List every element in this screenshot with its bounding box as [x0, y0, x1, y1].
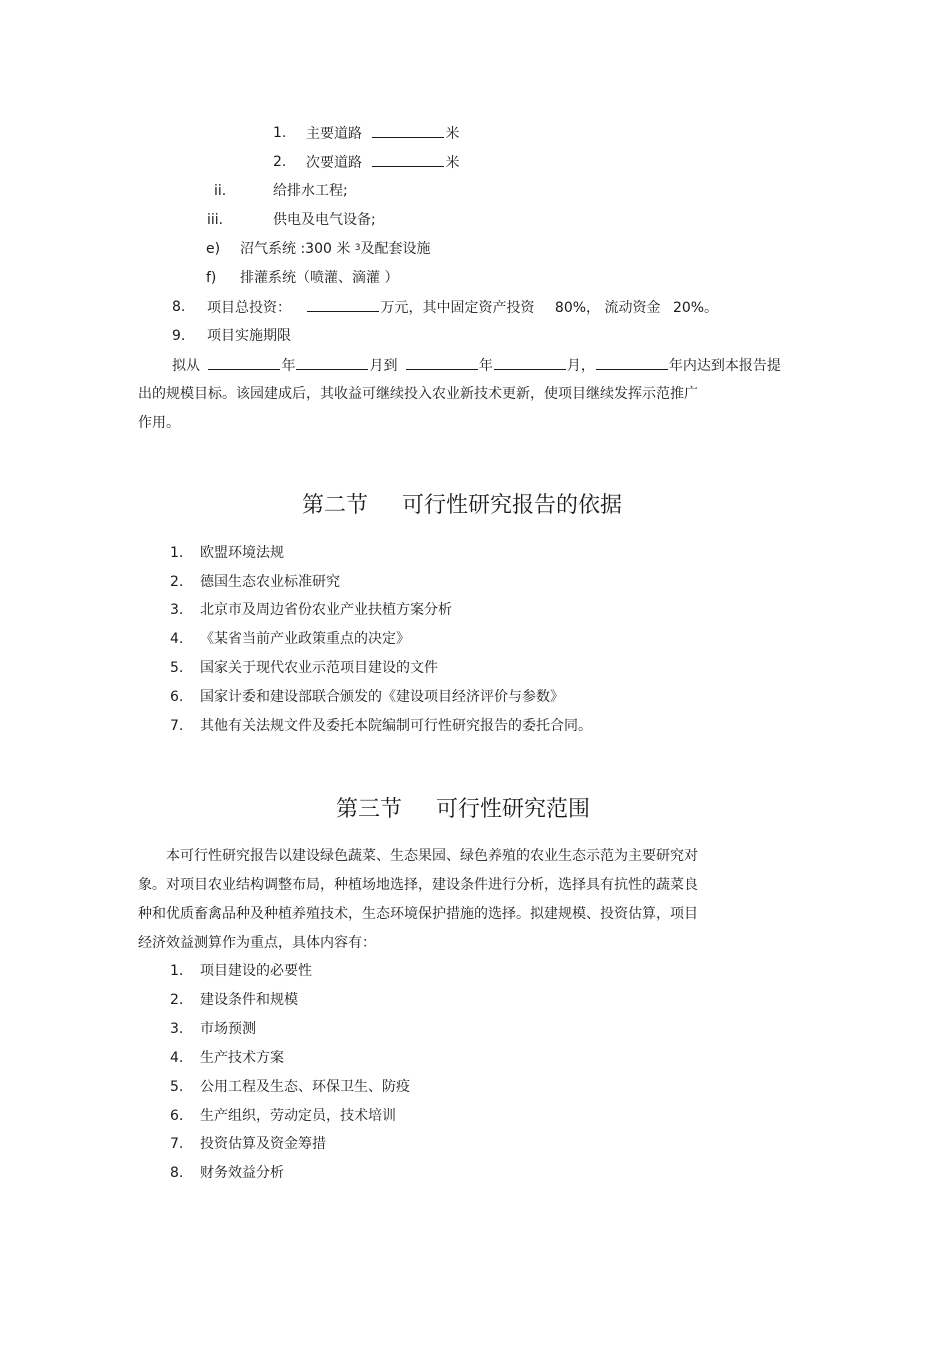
list-marker: 8. — [170, 1165, 184, 1181]
list-item: 德国生态农业标准研究 — [200, 574, 340, 590]
item-label: 主要道路 — [306, 126, 362, 142]
text-segment: 月， — [566, 358, 595, 374]
item-label: 次要道路 — [306, 155, 362, 171]
list-marker: 1. — [170, 545, 184, 561]
list-marker: 4. — [170, 1050, 184, 1066]
list-marker: 9. — [172, 328, 186, 344]
list-item: 其他有关法规文件及委托本院编制可行性研究报告的委托合同。 — [200, 718, 592, 734]
list-item: 财务效益分析 — [200, 1165, 284, 1181]
fixed-percent: 80%， — [554, 300, 601, 316]
list-marker: ii. — [214, 183, 227, 199]
item-value: :300 米 — [300, 241, 351, 257]
text-segment: 年 — [281, 358, 296, 374]
section-number: 第二节 — [301, 493, 368, 518]
list-marker: iii. — [207, 212, 224, 228]
investment-line — [207, 297, 718, 318]
list-marker: 1. — [273, 125, 287, 141]
list-item: 项目建设的必要性 — [200, 963, 312, 979]
unit-label: 米 — [445, 155, 460, 171]
text-segment: 年内达到本报告提 — [668, 358, 781, 374]
list-marker: 6. — [170, 1108, 184, 1124]
list-item: 供电及电气设备; — [273, 212, 376, 228]
list-marker: 2. — [273, 154, 287, 170]
list-marker: f) — [206, 270, 217, 286]
list-marker: 7. — [170, 718, 184, 734]
fill-blank[interactable] — [296, 355, 368, 370]
list-item: 公用工程及生态、环保卫生、防疫 — [200, 1079, 410, 1095]
list-item: 生产技术方案 — [200, 1050, 284, 1066]
period-line-2: 出的规模目标。该园建成后，其收益可继续投入农业新技术更新，使项目继续发挥示范推广 — [138, 386, 698, 402]
fill-blank[interactable] — [307, 297, 379, 312]
list-item: 排灌系统（喷灌、滴灌 ） — [240, 270, 399, 286]
list-marker: 3. — [170, 602, 184, 618]
fill-blank[interactable] — [494, 355, 566, 370]
list-item: 建设条件和规模 — [200, 992, 298, 1008]
list-marker: 2. — [170, 992, 184, 1008]
list-item — [306, 123, 459, 144]
fill-blank[interactable] — [596, 355, 668, 370]
item-label: 沼气系统 — [240, 241, 296, 257]
section-heading — [0, 491, 937, 521]
fill-blank[interactable] — [372, 152, 444, 167]
section-number: 第三节 — [335, 797, 402, 822]
list-item: 《某省当前产业政策重点的决定》 — [200, 631, 410, 647]
list-marker: 3. — [170, 1021, 184, 1037]
paragraph-line: 本可行性研究报告以建设绿色蔬菜、生态果园、绿色养殖的农业生态示范为主要研究对 — [138, 848, 698, 864]
text-segment: 月到 — [369, 358, 398, 374]
period-line-1 — [172, 355, 781, 376]
section-title: 可行性研究范围 — [436, 797, 591, 822]
superscript: 3 — [354, 243, 361, 253]
list-item: 国家关于现代农业示范项目建设的文件 — [200, 660, 438, 676]
item-suffix: 及配套设施 — [360, 241, 431, 257]
list-marker: 1. — [170, 963, 184, 979]
section-title: 可行性研究报告的依据 — [402, 493, 623, 518]
fill-blank[interactable] — [208, 355, 280, 370]
list-item: 北京市及周边省份农业产业扶植方案分析 — [200, 602, 452, 618]
list-item — [240, 239, 431, 261]
list-marker: 8. — [172, 299, 186, 315]
section-heading — [0, 795, 938, 825]
list-item: 生产组织，劳动定员，技术培训 — [200, 1108, 396, 1124]
list-item: 欧盟环境法规 — [200, 545, 284, 561]
list-marker: 2. — [170, 574, 184, 590]
flow-percent: 20%。 — [672, 300, 719, 316]
item-label: 项目总投资： — [207, 300, 291, 316]
fill-blank[interactable] — [406, 355, 478, 370]
list-marker: 5. — [170, 1079, 184, 1095]
paragraph-line: 种和优质畜禽品种及种植养殖技术，生态环境保护措施的选择。拟建规模、投资估算，项目 — [138, 906, 698, 922]
list-marker: 7. — [170, 1136, 184, 1152]
list-marker: 4. — [170, 631, 184, 647]
paragraph-line: 经济效益测算作为重点，具体内容有： — [138, 935, 376, 951]
list-item: 给排水工程; — [273, 183, 348, 199]
unit-label: 万元，其中固定资产投资 — [380, 300, 535, 316]
list-item: 投资估算及资金筹措 — [200, 1136, 326, 1152]
list-marker: e) — [206, 241, 221, 257]
list-item: 市场预测 — [200, 1021, 256, 1037]
list-item: 国家计委和建设部联合颁发的《建设项目经济评价与参数》 — [200, 689, 564, 705]
text-segment: 年 — [478, 358, 493, 374]
list-marker: 5. — [170, 660, 184, 676]
paragraph-line: 象。对项目农业结构调整布局，种植场地选择，建设条件进行分析，选择具有抗性的蔬菜良 — [138, 877, 698, 893]
unit-label: 米 — [445, 126, 460, 142]
text-segment: 拟从 — [172, 358, 200, 374]
list-item — [306, 152, 459, 173]
list-item: 项目实施期限 — [207, 328, 291, 344]
flow-label: 流动资金 — [604, 300, 661, 316]
list-marker: 6. — [170, 689, 184, 705]
fill-blank[interactable] — [372, 123, 444, 138]
period-line-3: 作用。 — [138, 415, 180, 431]
